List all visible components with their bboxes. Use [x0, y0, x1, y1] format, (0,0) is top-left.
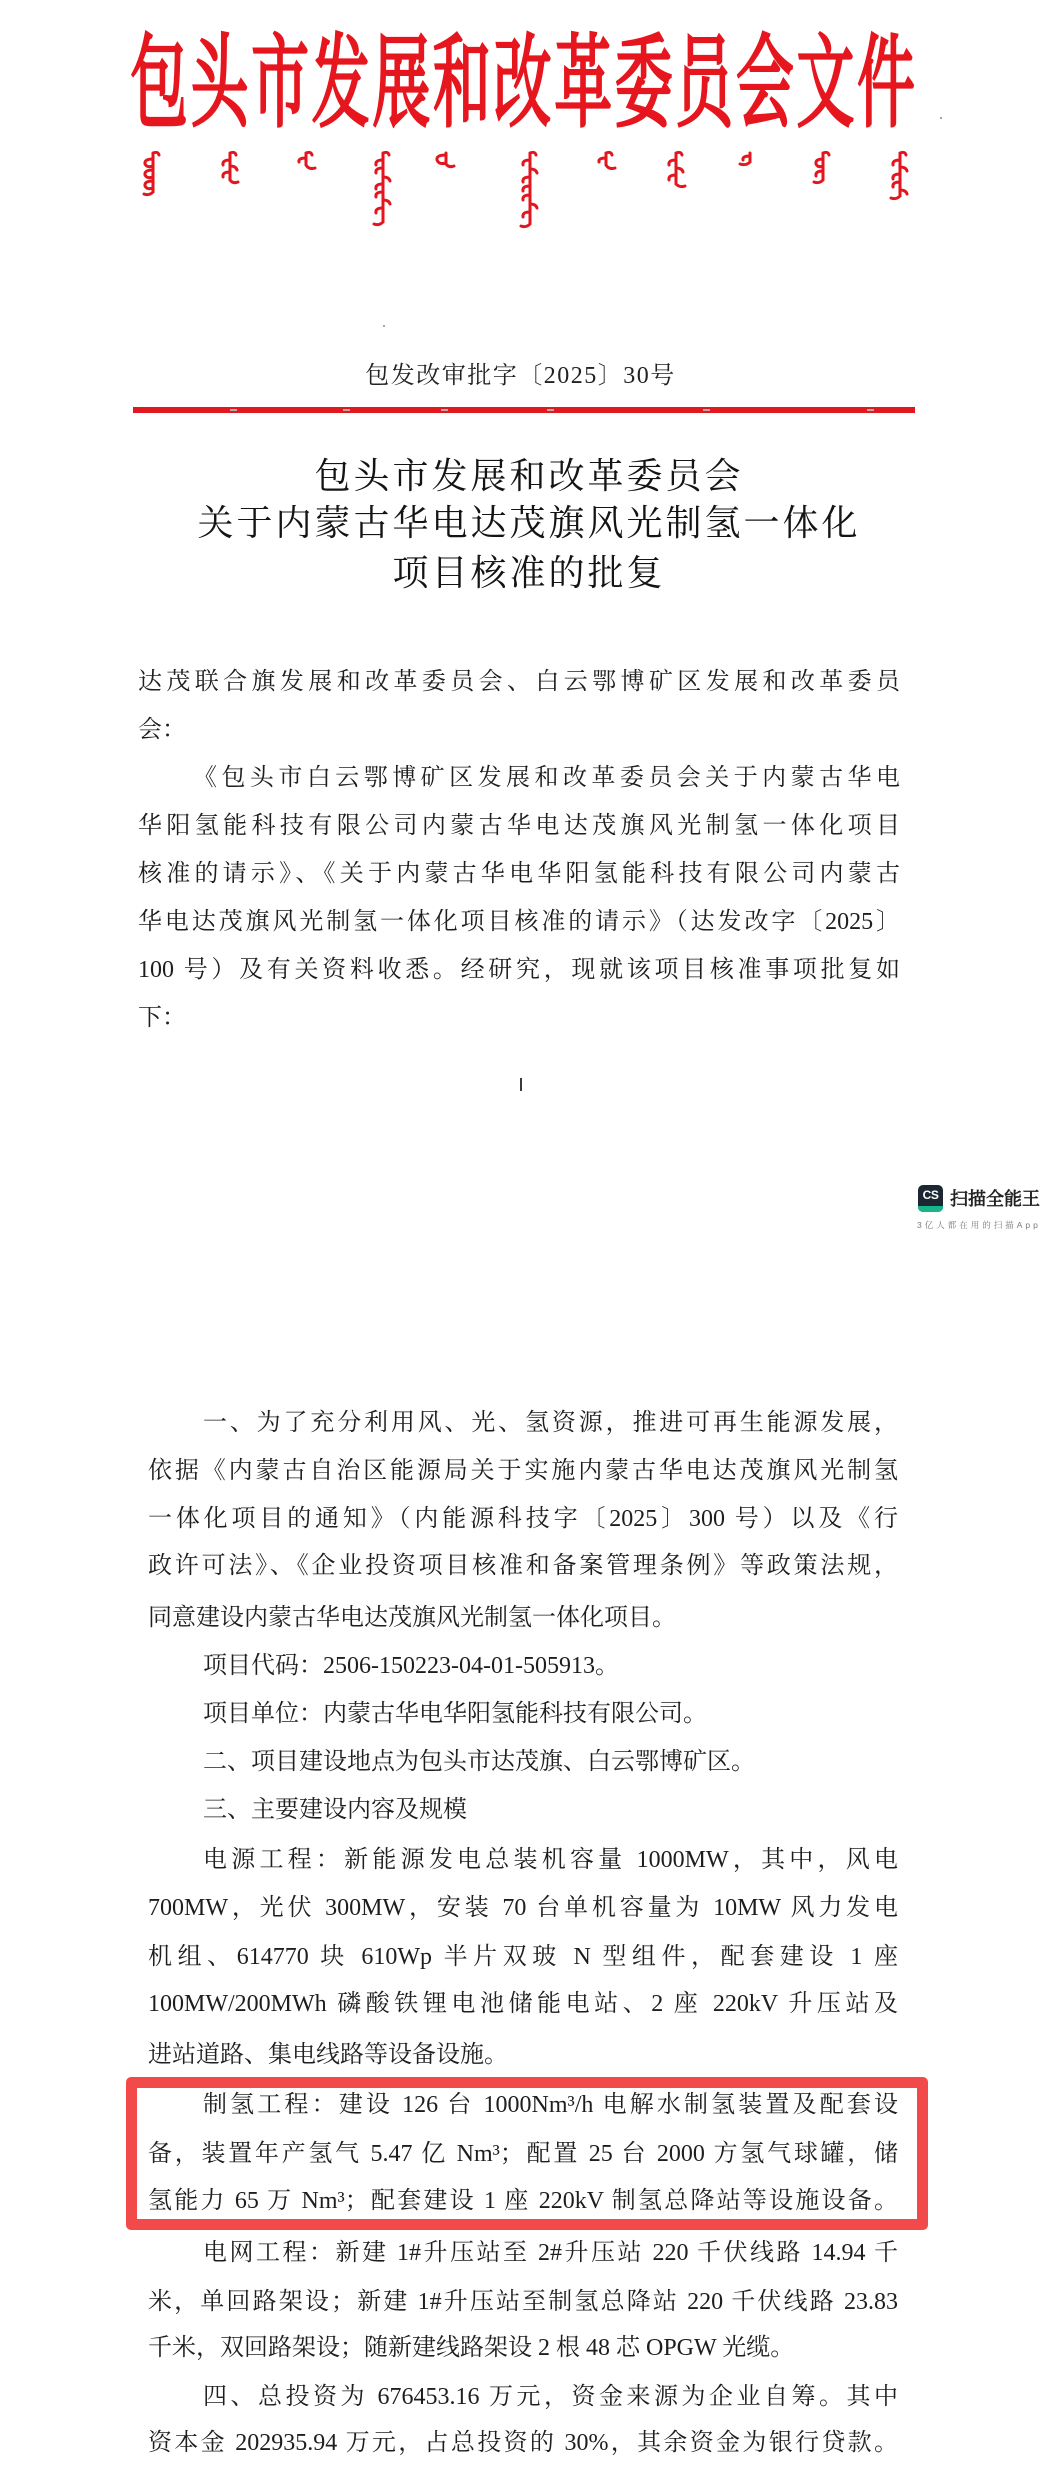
text-line: 100MW/200MWh 磷酸铁锂电池储能电站、2 座 220kV 升压站及 — [148, 1991, 898, 2017]
text-line: 核准的请示》、《关于内蒙古华电华阳氢能科技有限公司内蒙古 — [138, 861, 900, 887]
text-line: 《包头市白云鄂博矿区发展和改革委员会关于内蒙古华电 — [193, 765, 900, 791]
mongolian-word — [884, 150, 912, 206]
mongolian-word — [430, 150, 458, 174]
text-line: 一体化项目的通知》（内能源科技字〔2025〕300 号）以及《行 — [148, 1506, 898, 1532]
heading-line: 包头市发展和改革委员会 — [314, 455, 744, 496]
rule-scan-mark — [230, 409, 237, 411]
text-line: 机组、614770 块 610Wp 半片双玻 N 型组件，配套建设 1 座 — [148, 1944, 898, 1970]
rule-scan-mark — [343, 409, 350, 411]
text-line: 电源工程：新能源发电总装机容量 1000MW，其中，风电 — [203, 1847, 898, 1873]
mongolian-word — [590, 150, 618, 178]
text-line: 进站道路、集电线路等设备设施。 — [148, 2042, 508, 2068]
scan-mark — [520, 1078, 522, 1091]
section-three-heading: 三、主要建设内容及规模 — [203, 1797, 467, 1823]
section-two-line: 二、项目建设地点为包头市达茂旗、白云鄂博矿区。 — [203, 1749, 755, 1775]
text-line: 依据《内蒙古自治区能源局关于实施内蒙古华电达茂旗风光制氢 — [148, 1458, 898, 1484]
text-line: 千米，双回路架设；随新建线路架设 2 根 48 芯 OPGW 光缆。 — [148, 2335, 795, 2361]
watermark-tagline: 3亿人都在用的扫描App — [917, 1220, 1041, 1230]
mongolian-word — [660, 150, 688, 196]
text-line: 备，装置年产氢气 5.47 亿 Nm³；配置 25 台 2000 方氢气球罐，储 — [148, 2141, 898, 2167]
text-line: 同意建设内蒙古华电达茂旗风光制氢一体化项目。 — [148, 1605, 676, 1631]
scan-speck — [383, 325, 385, 327]
scan-speck — [940, 117, 942, 119]
project-code-line: 项目代码：2506-150223-04-01-505913。 — [203, 1653, 619, 1679]
rule-scan-mark — [867, 409, 874, 411]
mongolian-word — [290, 150, 318, 178]
rule-scan-mark — [547, 409, 554, 411]
text-line: 华电达茂旗风光制氢一体化项目核准的请示》（达发改字〔2025〕 — [138, 909, 900, 935]
logo-badge-text: CS — [922, 1188, 939, 1202]
highlight-box — [126, 2077, 928, 2230]
text-line: 米，单回路架设；新建 1#升压站至制氢总降站 220 千伏线路 23.83 — [148, 2289, 898, 2315]
mongolian-word — [514, 150, 542, 236]
text-line: 下： — [138, 1005, 186, 1031]
red-separator-rule — [133, 407, 915, 413]
project-unit-line: 项目单位：内蒙古华电华阳氢能科技有限公司。 — [203, 1701, 707, 1727]
text-line: 电网工程：新建 1#升压站至 2#升压站 220 千伏线路 14.94 千 — [203, 2240, 898, 2266]
camscanner-logo-icon — [918, 1185, 943, 1212]
text-line: 一、为了充分利用风、光、氢资源，推进可再生能源发展， — [203, 1410, 898, 1436]
text-line: 达茂联合旗发展和改革委员会、白云鄂博矿区发展和改革委员 — [138, 669, 900, 695]
watermark-brand-name: 扫描全能王 — [950, 1189, 1040, 1209]
text-line: 700MW，光伏 300MW，安装 70 台单机容量为 10MW 风力发电 — [148, 1895, 898, 1921]
text-line: 政许可法》、《企业投资项目核准和备案管理条例》等政策法规， — [148, 1553, 898, 1579]
text-line: 资本金 202935.94 万元，占总投资的 30%，其余资金为银行贷款。 — [148, 2430, 898, 2456]
text-line: 会： — [138, 717, 186, 743]
mongolian-word — [807, 150, 835, 190]
heading-line: 关于内蒙古华电达茂旗风光制氢一体化 — [197, 502, 861, 543]
text-line: 四、总投资为 676453.16 万元，资金来源为企业自筹。其中 — [203, 2384, 898, 2410]
mongolian-word — [137, 150, 165, 202]
text-line: 制氢工程：建设 126 台 1000Nm³/h 电解水制氢装置及配套设 — [203, 2092, 898, 2118]
logo-accent-strip — [918, 1206, 943, 1212]
rule-scan-mark — [703, 409, 710, 411]
text-line: 100 号）及有关资料收悉。经研究，现就该项目核准事项批复如 — [138, 957, 900, 983]
mongolian-word — [367, 150, 395, 234]
mongolian-word — [734, 150, 762, 172]
text-line: 华阳氢能科技有限公司内蒙古华电达茂旗风光制氢一体化项目 — [138, 813, 900, 839]
issuer-banner-title: 包头市发展和改革委员会文件 — [130, 27, 915, 141]
document-number: 包发改审批字〔2025〕30号 — [365, 363, 676, 389]
heading-line: 项目核准的批复 — [392, 552, 666, 593]
text-line: 氢能力 65 万 Nm³；配套建设 1 座 220kV 制氢总降站等设施设备。 — [148, 2188, 898, 2214]
rule-scan-mark — [441, 409, 448, 411]
mongolian-word — [214, 150, 242, 192]
